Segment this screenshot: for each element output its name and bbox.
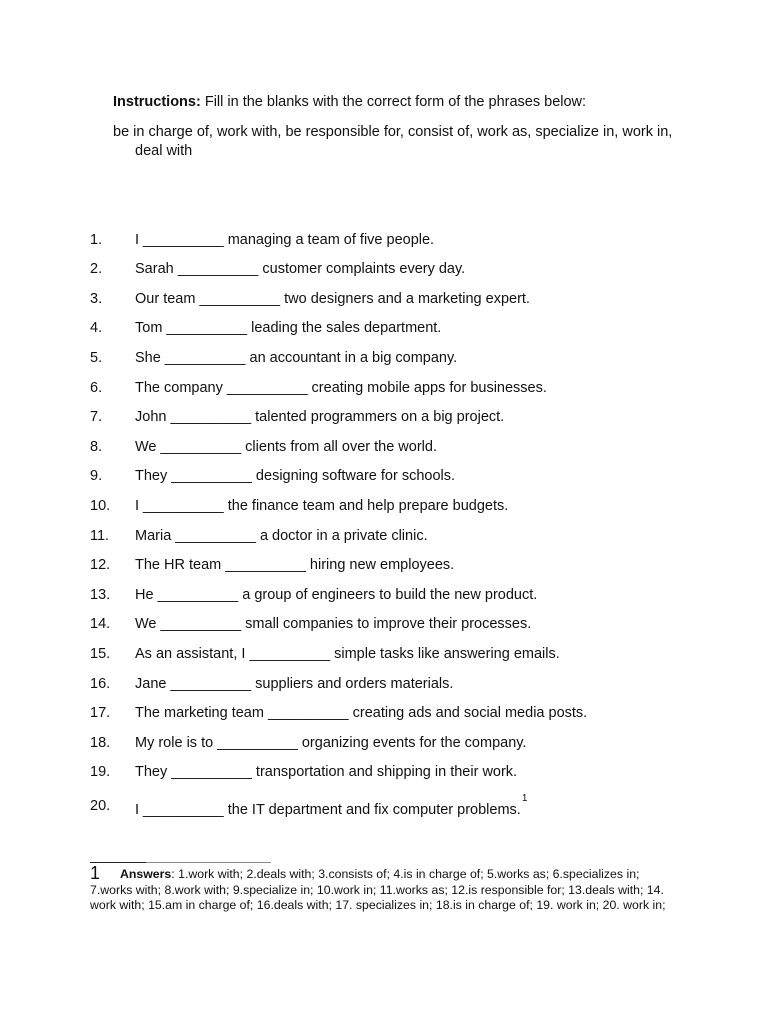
item-number: 14. — [90, 616, 111, 632]
item-sentence: We __________ clients from all over the world. — [135, 439, 437, 455]
exercise-item — [0, 378, 700, 398]
exercise-item — [0, 407, 700, 427]
item-number: 12. — [90, 557, 111, 573]
exercise-item — [0, 437, 700, 457]
item-sentence: We __________ small companies to improve their processes. — [135, 616, 532, 632]
item-sentence: Maria __________ a doctor in a private clinic. — [135, 528, 428, 544]
exercise-item — [0, 733, 700, 753]
item-sentence: John __________ talented programmers on a big project. — [135, 409, 505, 425]
item-number: 11. — [90, 528, 110, 544]
item-sentence: My role is to __________ organizing events for the company. — [135, 735, 527, 751]
item-number: 16. — [90, 676, 111, 692]
item-sentence: Tom __________ leading the sales department. — [135, 320, 442, 336]
item-sentence: He __________ a group of engineers to build the new product. — [135, 587, 538, 603]
item-number: 8. — [90, 439, 103, 455]
item-sentence: I __________ managing a team of five people. — [135, 232, 435, 248]
exercise-item — [0, 585, 700, 605]
exercise-item — [0, 496, 700, 516]
item-number: 13. — [90, 587, 111, 603]
item-sentence: I __________ the IT department and fix computer problems. — [135, 801, 521, 818]
exercise-item — [0, 230, 700, 250]
item-number: 18. — [90, 735, 111, 751]
answer-key-footnote — [90, 863, 680, 914]
instructions — [113, 93, 586, 111]
item-number: 6. — [90, 380, 103, 396]
exercise-item — [0, 318, 700, 338]
item-number: 17. — [90, 705, 111, 721]
exercise-item — [0, 555, 700, 575]
exercise-item — [0, 466, 700, 486]
answers-label: Answers — [120, 867, 172, 881]
item-sentence: The company __________ creating mobile apps for businesses. — [135, 380, 547, 396]
item-sentence: The marketing team __________ creating ads and social media posts. — [135, 705, 588, 721]
exercise-item — [0, 674, 700, 694]
footnote-number: 1 — [90, 863, 101, 883]
item-sentence: I __________ the finance team and help prepare budgets. — [135, 498, 509, 514]
item-number: 10. — [90, 498, 111, 514]
exercise-item — [0, 703, 700, 723]
exercise-item — [0, 289, 700, 309]
exercise-item — [0, 614, 700, 634]
footnote-reference[interactable]: 1 — [521, 793, 528, 804]
item-number: 15. — [90, 646, 111, 662]
exercise-item — [0, 644, 700, 664]
item-sentence: As an assistant, I __________ simple tasks like answering emails. — [135, 646, 560, 662]
item-number: 3. — [90, 291, 103, 307]
item-number: 4. — [90, 320, 103, 336]
phrase-bank: be in charge of, work with, be responsible for, consist of, work as, specialize in, work in, deal with — [113, 124, 673, 159]
exercise-item — [0, 348, 700, 368]
item-sentence: They __________ designing software for schools. — [135, 468, 456, 484]
exercise-item — [0, 793, 700, 818]
item-number: 20. — [90, 798, 111, 814]
item-sentence: Jane __________ suppliers and orders materials. — [135, 676, 454, 692]
item-sentence: Sarah __________ customer complaints every day. — [135, 261, 466, 277]
item-sentence: Our team __________ two designers and a marketing expert. — [135, 291, 530, 307]
item-sentence: They __________ transportation and shipping in their work. — [135, 764, 518, 780]
item-number: 2. — [90, 261, 103, 277]
exercise-item — [0, 526, 700, 546]
item-number: 19. — [90, 764, 111, 780]
instructions-text: Fill in the blanks with the correct form of the phrases below: — [204, 94, 587, 110]
item-number: 5. — [90, 350, 103, 366]
item-sentence: The HR team __________ hiring new employees. — [135, 557, 455, 573]
footnote-separator — [90, 862, 271, 863]
item-number: 9. — [90, 468, 103, 484]
exercise-item — [0, 762, 700, 782]
item-number: 1. — [90, 232, 103, 248]
item-number: 7. — [90, 409, 103, 425]
instructions-label: Instructions: — [113, 94, 201, 110]
item-sentence: She __________ an accountant in a big company. — [135, 350, 458, 366]
exercise-item — [0, 259, 700, 279]
answers-text: : 1.work with; 2.deals with; 3.consists of; 4.is in charge of; 5.works as; 6.specializes in; 7.works with; 8.work with; 9.specialize in; 10.work in; 11.works as; 12.is responsible for; 13.deals with; 14. work with; 15.am in charge of; 16.deals with; 17. specializes in; 18.is in charge of; 19. work in; 20. work in; — [90, 867, 666, 912]
